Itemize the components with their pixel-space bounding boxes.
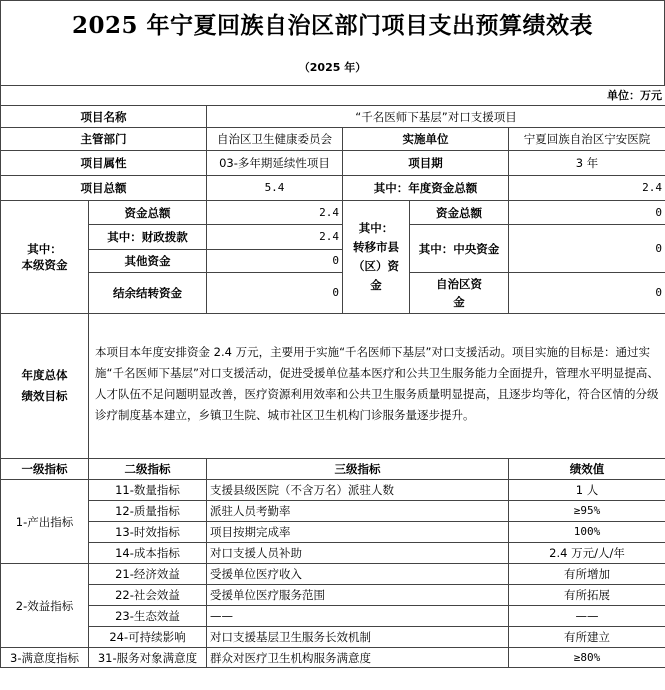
- annual-value: 2.4: [509, 176, 665, 201]
- indicator-level2: 12-质量指标: [89, 501, 207, 522]
- indicator-level2: 11-数量指标: [89, 480, 207, 501]
- indicator-level3: ——: [207, 606, 509, 627]
- indicator-level3: 项目按期完成率: [207, 522, 509, 543]
- indicator-value: 100%: [509, 522, 665, 543]
- indicator-header-row: [1, 459, 665, 480]
- impl-label: 实施单位: [343, 128, 509, 151]
- indicator-level3: 支援县级医院（不含万名）派驻人数: [207, 480, 509, 501]
- indicator-value: 1 人: [509, 480, 665, 501]
- attr-value: 03-多年期延续性项目: [207, 151, 343, 176]
- indicator-level2: 31-服务对象满意度: [89, 648, 207, 668]
- table-row: [1, 606, 665, 627]
- indicator-level2: 23-生态效益: [89, 606, 207, 627]
- table-row: [1, 585, 665, 606]
- performance-table: [0, 85, 665, 668]
- goal-label: 年度总体 绩效目标: [1, 314, 89, 459]
- indicator-level3: 受援单位医疗收入: [207, 564, 509, 585]
- indicator-level2: 22-社会效益: [89, 585, 207, 606]
- indicator-value: 2.4 万元/人/年: [509, 543, 665, 564]
- indicator-value: 有所建立: [509, 627, 665, 648]
- table-row: [1, 480, 665, 501]
- unit-row: [1, 86, 665, 106]
- table-row: [1, 522, 665, 543]
- attr-label: 项目属性: [1, 151, 207, 176]
- indicator-value: 有所拓展: [509, 585, 665, 606]
- indicator-value: ≥95%: [509, 501, 665, 522]
- dept-value: 自治区卫生健康委员会: [207, 128, 343, 151]
- table-row: [1, 627, 665, 648]
- indicator-level3: 受援单位医疗服务范围: [207, 585, 509, 606]
- fund-fiscal-value: 2.4: [207, 225, 343, 250]
- transfer-funds-label: 其中： 转移市县 （区）资 金: [343, 201, 410, 314]
- fund-other-label: 其他资金: [89, 250, 207, 273]
- header-level3: 三级指标: [207, 459, 509, 480]
- goal-text: 本项目本年度安排资金 2.4 万元，主要用于实施“千名医师下基层”对口支援活动。项目实施的目标是：通过实施“千名医师下基层”对口支援活动，促进受援单位基本医疗和公共卫生服务能力全面提升，管理水平明显提高、人才队伍不足问题明显改善，医疗资源利用效率和公共卫生服务质量明显提高，且逐步均等化，符合区情的分级诊疗制度基本建立，乡镇卫生院、城市社区卫生机构门诊服务量逐步提升。: [89, 314, 665, 459]
- benefit-level1: 2-效益指标: [1, 564, 89, 648]
- fund-total-value: 2.4: [207, 201, 343, 225]
- table-row: [1, 564, 665, 585]
- indicator-level3: 对口支援人员补助: [207, 543, 509, 564]
- indicator-level3: 对口支援基层卫生服务长效机制: [207, 627, 509, 648]
- funds-row-1: [1, 201, 665, 225]
- dept-row: [1, 128, 665, 151]
- fund-other-value: 0: [207, 250, 343, 273]
- fund-carry-value: 0: [207, 273, 343, 314]
- sheet-title: 2025 年宁夏回族自治区部门项目支出预算绩效表: [0, 0, 665, 51]
- transfer-total-value: 0: [509, 201, 665, 225]
- table-row: [1, 501, 665, 522]
- satisfaction-level1: 3-满意度指标: [1, 648, 89, 668]
- indicator-level3: 派驻人员考勤率: [207, 501, 509, 522]
- transfer-region-value: 0: [509, 273, 665, 314]
- level-funds-label: 其中： 本级资金: [1, 201, 89, 314]
- transfer-central-value: 0: [509, 225, 665, 273]
- sheet-year: （2025 年）: [0, 51, 665, 85]
- indicator-value: 有所增加: [509, 564, 665, 585]
- indicator-level2: 13-时效指标: [89, 522, 207, 543]
- goal-row: [1, 314, 665, 459]
- fund-fiscal-label: 其中：财政拨款: [89, 225, 207, 250]
- table-row: [1, 543, 665, 564]
- header-level2: 二级指标: [89, 459, 207, 480]
- indicator-level2: 21-经济效益: [89, 564, 207, 585]
- unit-label: 单位：万元: [1, 86, 665, 106]
- project-name-value: “千名医师下基层”对口支援项目: [207, 106, 665, 128]
- project-name-row: [1, 106, 665, 128]
- header-value: 绩效值: [509, 459, 665, 480]
- fund-total-label: 资金总额: [89, 201, 207, 225]
- transfer-region-label: 自治区资 金: [410, 273, 509, 314]
- indicator-level2: 14-成本指标: [89, 543, 207, 564]
- project-name-label: 项目名称: [1, 106, 207, 128]
- dept-label: 主管部门: [1, 128, 207, 151]
- fund-carry-label: 结余结转资金: [89, 273, 207, 314]
- indicator-level3: 群众对医疗卫生机构服务满意度: [207, 648, 509, 668]
- period-label: 项目期: [343, 151, 509, 176]
- funds-row-2: [1, 225, 665, 250]
- impl-value: 宁夏回族自治区宁安医院: [509, 128, 665, 151]
- transfer-central-label: 其中：中央资金: [410, 225, 509, 273]
- indicator-level2: 24-可持续影响: [89, 627, 207, 648]
- funds-row-4: [1, 273, 665, 314]
- annual-label: 其中：年度资金总额: [343, 176, 509, 201]
- total-row: [1, 176, 665, 201]
- indicator-value: ≥80%: [509, 648, 665, 668]
- total-value: 5.4: [207, 176, 343, 201]
- total-label: 项目总额: [1, 176, 207, 201]
- transfer-total-label: 资金总额: [410, 201, 509, 225]
- header-level1: 一级指标: [1, 459, 89, 480]
- indicator-value: ——: [509, 606, 665, 627]
- period-value: 3 年: [509, 151, 665, 176]
- output-level1: 1-产出指标: [1, 480, 89, 564]
- table-row: [1, 648, 665, 668]
- attr-row: [1, 151, 665, 176]
